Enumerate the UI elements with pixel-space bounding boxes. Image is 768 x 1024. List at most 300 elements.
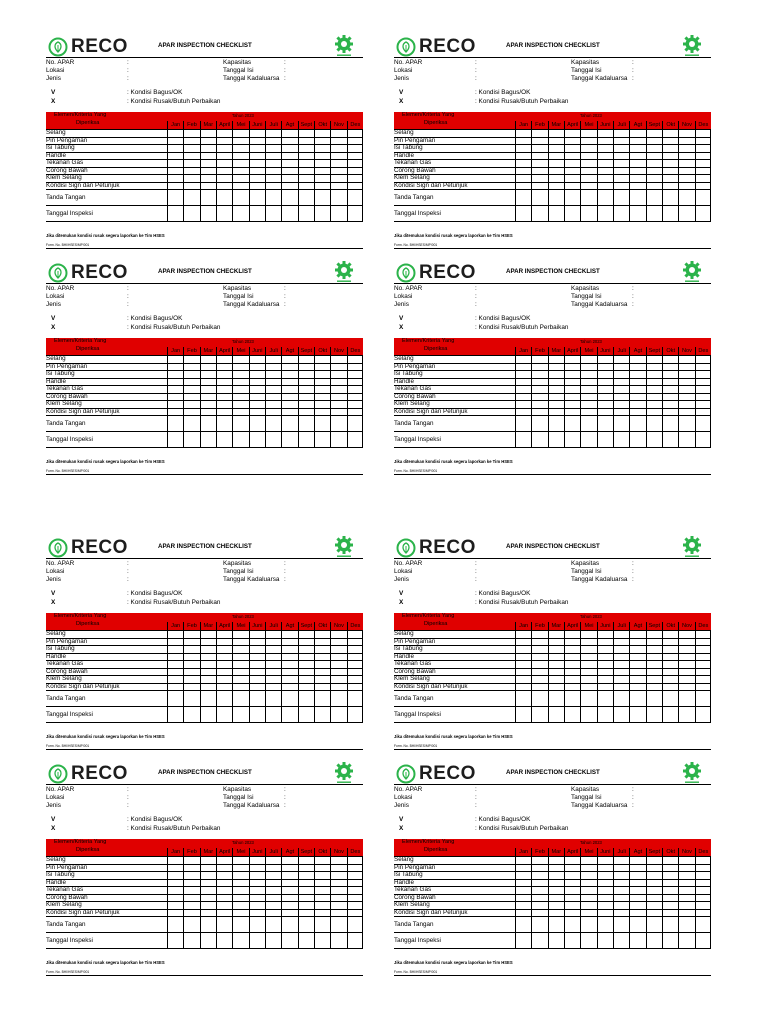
form-number: Form. No. BHI/HSES/MP/001 [46, 970, 90, 974]
criteria-row [394, 894, 711, 902]
brand-name: RECO [419, 36, 476, 57]
info-block [394, 285, 711, 315]
criteria-label: Kondisi Sign dan Petunjuk [46, 682, 120, 690]
table-row-rule [394, 948, 711, 949]
table-row-rule [46, 447, 363, 448]
table-column-rule [597, 355, 598, 447]
bad-symbol: X [51, 98, 56, 105]
jenis-label: Jenis [46, 301, 61, 308]
criteria-row [394, 879, 711, 887]
table-column-rule [629, 129, 630, 221]
table-row-rule [394, 370, 711, 371]
kapasitas-label: Kapasitas [223, 285, 252, 292]
table-row-rule [394, 431, 711, 432]
criteria-label: Tekanan Gas [394, 660, 432, 667]
tanggal-isi-label: Tanggal Isi [571, 794, 602, 801]
criteria-row [46, 400, 363, 408]
criteria-label: Klem Selang [46, 400, 82, 407]
colon: : [284, 576, 286, 583]
colon: : [284, 75, 286, 82]
inspection-card [394, 36, 711, 256]
gear-emblem-icon [333, 260, 355, 284]
table-column-rule [249, 856, 250, 948]
table-row-rule [46, 393, 363, 394]
table-column-rule [298, 129, 299, 221]
signature-row-label: Tanda Tangan [394, 695, 434, 702]
criteria-label: Isi Tabung [46, 370, 75, 377]
colon: : [284, 67, 286, 74]
criteria-label: Selang [46, 856, 66, 863]
table-header-band [46, 112, 363, 129]
month-header: Mar [200, 848, 216, 856]
criteria-label: Handle [394, 878, 414, 886]
tanggal-kadaluarsa-label: Tanggal Kadaluarsa [571, 301, 628, 308]
criteria-row [46, 638, 363, 646]
table-column-rule [200, 355, 201, 447]
colon: : [127, 560, 129, 567]
brand-name: RECO [419, 537, 476, 558]
ok-text: : Kondisi Bagus/OK [127, 816, 183, 823]
month-header: Mei [232, 848, 248, 856]
table-column-rule [646, 856, 647, 948]
criteria-row [46, 408, 363, 416]
table-row-rule [394, 159, 711, 160]
table-row-rule [394, 385, 711, 386]
table-column-rule [347, 856, 348, 948]
table-row-rule [46, 894, 363, 895]
leaf-logo-icon [48, 764, 68, 784]
table-column-rule [548, 856, 549, 948]
card-header [394, 262, 711, 284]
tanggal-kadaluarsa-label: Tanggal Kadaluarsa [571, 576, 628, 583]
signature-row-label: Tanda Tangan [46, 921, 86, 928]
gear-emblem-icon [333, 34, 355, 58]
leaf-logo-icon [396, 764, 416, 784]
table-column-rule [347, 355, 348, 447]
table-column-rule [362, 630, 363, 722]
table-column-rule [662, 355, 663, 447]
table-row-rule [394, 408, 711, 409]
tanggal-isi-label: Tanggal Isi [223, 794, 254, 801]
legend-block [394, 315, 711, 337]
criteria-row [46, 668, 363, 676]
table-column-rule [646, 630, 647, 722]
table-row-rule [46, 182, 363, 183]
bad-text: : Kondisi Rusak/Butuh Perbaikan [475, 98, 569, 105]
leaf-logo-icon [396, 37, 416, 57]
table-column-rule [613, 129, 614, 221]
month-header: Juni [249, 347, 265, 355]
table-column-rule [646, 355, 647, 447]
criteria-row [46, 660, 363, 668]
leaf-logo-icon [396, 263, 416, 283]
year-label: Tahun 2023 [580, 614, 602, 619]
criteria-row [394, 630, 711, 638]
table-row-rule [46, 886, 363, 887]
table-column-rule [710, 129, 711, 221]
criteria-label: Klem Selang [46, 901, 82, 908]
form-title: APAR INSPECTION CHECKLIST [158, 42, 252, 49]
element-header-line2: Diperiksa [76, 346, 100, 352]
criteria-label: Selang [46, 129, 66, 136]
ok-symbol: V [51, 590, 56, 597]
criteria-row [394, 355, 711, 363]
ok-symbol: V [399, 816, 404, 823]
criteria-label: Selang [46, 630, 66, 637]
kapasitas-label: Kapasitas [223, 59, 252, 66]
no-apar-label: No. APAR [46, 59, 75, 66]
info-block [394, 786, 711, 816]
colon: : [475, 301, 477, 308]
inspection-date-row-label: Tanggal Inspeksi [394, 937, 441, 944]
month-header: Feb [531, 622, 547, 630]
colon: : [632, 285, 634, 292]
footer-rule [394, 474, 711, 475]
table-column-rule [216, 129, 217, 221]
tanggal-isi-label: Tanggal Isi [571, 293, 602, 300]
criteria-row [46, 393, 363, 401]
colon: : [475, 59, 477, 66]
criteria-row [46, 653, 363, 661]
month-header: Juli [613, 622, 629, 630]
table-header-band [46, 613, 363, 630]
criteria-row [46, 182, 363, 190]
year-label: Tahun 2023 [232, 113, 254, 118]
colon: : [127, 786, 129, 793]
table-row-rule [394, 167, 711, 168]
table-column-rule [183, 355, 184, 447]
table-row-rule [46, 378, 363, 379]
element-header-line1: Elemen/Kriteria Yang [402, 338, 455, 344]
criteria-label: Selang [394, 856, 414, 863]
checklist-table [394, 613, 711, 732]
criteria-label: Tekanan Gas [394, 159, 432, 166]
colon: : [632, 802, 634, 809]
month-header: Jan [515, 622, 531, 630]
criteria-row [46, 886, 363, 894]
month-header: Des [695, 121, 711, 129]
month-header: Nov [678, 848, 694, 856]
table-row-rule [46, 152, 363, 153]
criteria-row [46, 363, 363, 371]
table-column-rule [613, 630, 614, 722]
criteria-row [46, 167, 363, 175]
year-label: Tahun 2023 [232, 614, 254, 619]
bad-symbol: X [51, 825, 56, 832]
signature-row [394, 916, 711, 932]
legend-block [46, 816, 363, 838]
inspection-card [46, 537, 363, 757]
table-row-rule [46, 856, 363, 857]
table-row-rule [394, 856, 711, 857]
tanggal-kadaluarsa-label: Tanggal Kadaluarsa [223, 576, 280, 583]
checklist-table [46, 112, 363, 231]
table-column-rule [167, 129, 168, 221]
checklist-table [46, 839, 363, 958]
month-header: Mei [580, 622, 596, 630]
inspection-card [46, 36, 363, 256]
table-column-rule [330, 630, 331, 722]
colon: : [475, 560, 477, 567]
colon: : [127, 576, 129, 583]
form-title: APAR INSPECTION CHECKLIST [158, 769, 252, 776]
month-header: Des [695, 347, 711, 355]
month-header: Des [695, 622, 711, 630]
tanggal-isi-label: Tanggal Isi [571, 568, 602, 575]
criteria-label: Isi Tabung [394, 871, 423, 878]
month-header: Mar [548, 848, 564, 856]
table-row-rule [394, 706, 711, 707]
month-header: Agt [629, 848, 645, 856]
colon: : [632, 568, 634, 575]
jenis-label: Jenis [394, 802, 409, 809]
table-row-rule [394, 886, 711, 887]
criteria-row [46, 152, 363, 160]
gear-emblem-icon [333, 535, 355, 559]
table-row-rule [46, 653, 363, 654]
month-header: Mar [548, 622, 564, 630]
table-column-rule [548, 630, 549, 722]
month-header: Okt [314, 347, 330, 355]
table-row-rule [394, 447, 711, 448]
table-row-rule [46, 660, 363, 661]
report-note: Jika ditemukan kondisi rusak segera laporkan ke Tim HSES [394, 960, 513, 965]
table-column-rule [515, 856, 516, 948]
month-header: Nov [330, 622, 346, 630]
month-header: Agt [281, 848, 297, 856]
no-apar-label: No. APAR [46, 560, 75, 567]
kapasitas-label: Kapasitas [571, 285, 600, 292]
criteria-label: Handle [394, 652, 414, 660]
criteria-label: Isi Tabung [394, 370, 423, 377]
table-column-rule [580, 129, 581, 221]
table-row-rule [394, 722, 711, 723]
table-row-rule [394, 355, 711, 356]
table-column-rule [281, 129, 282, 221]
table-column-rule [298, 856, 299, 948]
criteria-row [394, 167, 711, 175]
bad-text: : Kondisi Rusak/Butuh Perbaikan [127, 324, 221, 331]
header-rule [46, 57, 363, 58]
bad-text: : Kondisi Rusak/Butuh Perbaikan [475, 599, 569, 606]
table-column-rule [347, 129, 348, 221]
month-header: Des [347, 121, 363, 129]
colon: : [475, 802, 477, 809]
table-row-rule [394, 182, 711, 183]
month-header: Nov [678, 121, 694, 129]
element-header-line1: Elemen/Kriteria Yang [402, 613, 455, 619]
month-header: Agt [629, 622, 645, 630]
table-column-rule [564, 856, 565, 948]
month-header: Sept [646, 848, 662, 856]
table-column-rule [695, 355, 696, 447]
criteria-label: Klem Selang [394, 901, 430, 908]
tanggal-isi-label: Tanggal Isi [571, 67, 602, 74]
criteria-row [394, 385, 711, 393]
leaf-logo-icon [396, 538, 416, 558]
month-header: Mar [548, 121, 564, 129]
criteria-row [394, 393, 711, 401]
table-column-rule [564, 355, 565, 447]
table-column-rule [298, 630, 299, 722]
month-header: Juni [597, 121, 613, 129]
month-header: Jan [515, 848, 531, 856]
footer-rule [46, 975, 363, 976]
lokasi-label: Lokasi [46, 794, 65, 801]
month-header: Sept [298, 848, 314, 856]
table-row-rule [46, 355, 363, 356]
table-row-rule [46, 668, 363, 669]
criteria-label: Pin Pengaman [46, 637, 88, 645]
criteria-row [46, 129, 363, 137]
ok-symbol: V [399, 89, 404, 96]
table-column-rule [249, 129, 250, 221]
table-header-band [394, 112, 711, 129]
criteria-label: Klem Selang [394, 400, 430, 407]
form-number: Form. No. BHI/HSES/MP/001 [46, 469, 90, 473]
table-column-rule [646, 129, 647, 221]
colon: : [475, 285, 477, 292]
criteria-row [394, 174, 711, 182]
colon: : [284, 301, 286, 308]
signature-row-label: Tanda Tangan [46, 194, 86, 201]
legend-block [394, 816, 711, 838]
month-header: Juni [249, 848, 265, 856]
table-column-rule [678, 630, 679, 722]
criteria-label: Isi Tabung [46, 144, 75, 151]
criteria-row [394, 159, 711, 167]
inspection-card [394, 763, 711, 983]
table-row-rule [394, 137, 711, 138]
criteria-label: Kondisi Sign dan Petunjuk [46, 908, 120, 916]
year-label: Tahun 2023 [232, 840, 254, 845]
report-note: Jika ditemukan kondisi rusak segera laporkan ke Tim HSES [394, 734, 513, 739]
criteria-label: Pin Pengaman [46, 136, 88, 144]
criteria-label: Klem Selang [394, 675, 430, 682]
criteria-label: Tekanan Gas [46, 385, 84, 392]
lokasi-label: Lokasi [394, 568, 413, 575]
colon: : [127, 285, 129, 292]
colon: : [127, 794, 129, 801]
criteria-row [394, 871, 711, 879]
tanggal-kadaluarsa-label: Tanggal Kadaluarsa [223, 75, 280, 82]
table-row-rule [394, 864, 711, 865]
month-header: Nov [678, 347, 694, 355]
ok-text: : Kondisi Bagus/OK [475, 590, 531, 597]
table-column-rule [314, 856, 315, 948]
criteria-row [46, 370, 363, 378]
table-row-rule [46, 638, 363, 639]
ok-symbol: V [399, 590, 404, 597]
table-row-rule [46, 221, 363, 222]
table-row-rule [46, 408, 363, 409]
table-column-rule [548, 355, 549, 447]
table-column-rule [314, 129, 315, 221]
month-header: Juli [265, 121, 281, 129]
table-row-rule [46, 916, 363, 917]
month-header: Mar [200, 121, 216, 129]
year-label: Tahun 2023 [232, 339, 254, 344]
jenis-label: Jenis [394, 301, 409, 308]
table-column-rule [216, 355, 217, 447]
criteria-row [46, 683, 363, 691]
table-column-rule [167, 630, 168, 722]
table-column-rule [629, 856, 630, 948]
form-number: Form. No. BHI/HSES/MP/001 [394, 970, 438, 974]
table-row-rule [394, 653, 711, 654]
header-rule [394, 57, 711, 58]
leaf-logo-icon [48, 538, 68, 558]
tanggal-kadaluarsa-label: Tanggal Kadaluarsa [571, 802, 628, 809]
table-column-rule [249, 630, 250, 722]
ok-symbol: V [51, 816, 56, 823]
footer-rule [394, 248, 711, 249]
colon: : [632, 59, 634, 66]
gear-emblem-icon [681, 761, 703, 785]
criteria-label: Isi Tabung [394, 144, 423, 151]
table-column-rule [314, 630, 315, 722]
criteria-label: Pin Pengaman [46, 863, 88, 871]
table-column-rule [265, 129, 266, 221]
table-column-rule [564, 630, 565, 722]
colon: : [284, 802, 286, 809]
table-header-band [394, 839, 711, 856]
criteria-label: Pin Pengaman [46, 362, 88, 370]
table-header-band [394, 613, 711, 630]
criteria-label: Handle [394, 377, 414, 385]
month-header: Juli [265, 848, 281, 856]
table-header-band [46, 338, 363, 355]
report-note: Jika ditemukan kondisi rusak segera laporkan ke Tim HSES [394, 459, 513, 464]
colon: : [475, 568, 477, 575]
criteria-label: Handle [46, 652, 66, 660]
element-header-line2: Diperiksa [424, 120, 448, 126]
criteria-label: Selang [394, 630, 414, 637]
month-header: Mei [580, 121, 596, 129]
month-header: Sept [298, 347, 314, 355]
table-column-rule [265, 630, 266, 722]
form-title: APAR INSPECTION CHECKLIST [158, 268, 252, 275]
criteria-row [394, 400, 711, 408]
table-row-rule [394, 916, 711, 917]
table-column-rule [314, 355, 315, 447]
year-label: Tahun 2023 [580, 840, 602, 845]
criteria-row [46, 901, 363, 909]
tanggal-isi-label: Tanggal Isi [223, 568, 254, 575]
table-column-rule [580, 630, 581, 722]
info-block [46, 285, 363, 315]
table-row-rule [394, 638, 711, 639]
colon: : [632, 560, 634, 567]
colon: : [632, 786, 634, 793]
gear-emblem-icon [333, 761, 355, 785]
table-column-rule [710, 630, 711, 722]
jenis-label: Jenis [46, 802, 61, 809]
month-header: Juni [249, 121, 265, 129]
criteria-row [394, 182, 711, 190]
month-header: Mei [232, 121, 248, 129]
table-column-rule [265, 355, 266, 447]
table-column-rule [265, 856, 266, 948]
element-header-line1: Elemen/Kriteria Yang [54, 338, 107, 344]
colon: : [284, 560, 286, 567]
table-column-rule [580, 355, 581, 447]
inspection-date-row-label: Tanggal Inspeksi [394, 210, 441, 217]
month-header: April [564, 848, 580, 856]
legend-block [394, 590, 711, 612]
month-header: Feb [183, 848, 199, 856]
inspection-card [394, 262, 711, 482]
